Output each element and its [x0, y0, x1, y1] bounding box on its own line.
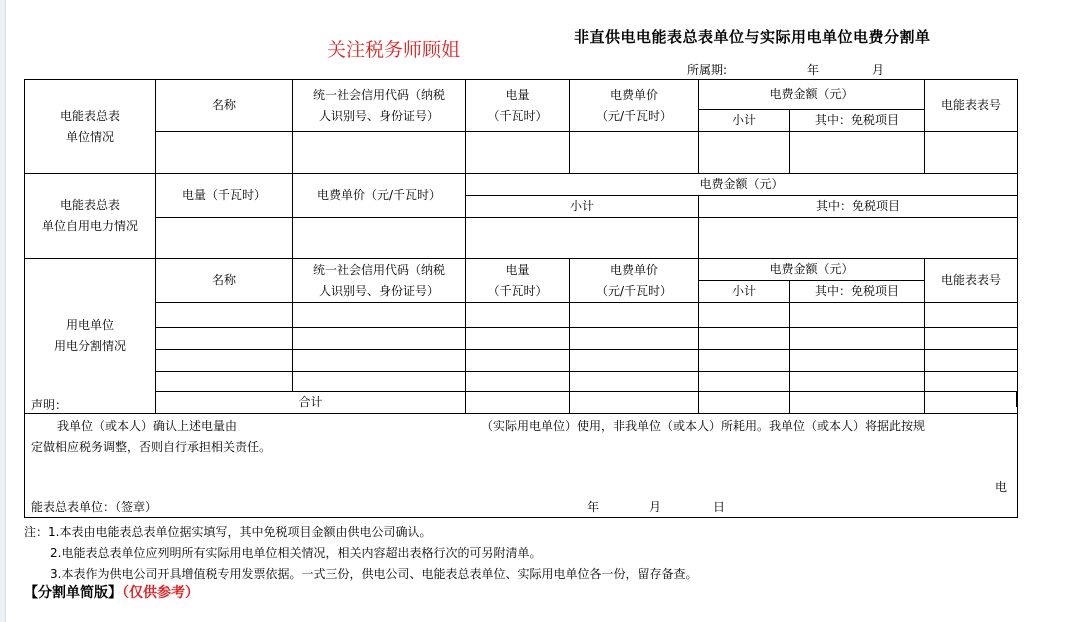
s3-col-subtotal: 小计: [699, 281, 790, 303]
s3-col-code: 统一社会信用代码（纳税 人识别号、身份证号）: [293, 259, 466, 303]
s3-row2-power[interactable]: [466, 328, 570, 350]
s3-row4-code[interactable]: [293, 372, 466, 392]
s1-input-subtotal[interactable]: [699, 132, 790, 174]
s3-col-power: 电量 （千瓦时）: [466, 259, 570, 303]
s1-input-price[interactable]: [570, 132, 699, 174]
section1-label: 电能表总表 单位情况: [25, 80, 156, 174]
s3-row3-taxfree[interactable]: [790, 350, 925, 372]
footer-title: [24, 582, 199, 602]
s3-total-label: 合计: [156, 392, 466, 414]
s3-row4-power[interactable]: [466, 372, 570, 392]
s3-row1-price[interactable]: [570, 303, 699, 328]
s1-input-taxfree[interactable]: [790, 132, 925, 174]
s3-row1-power[interactable]: [466, 303, 570, 328]
s1-input-power[interactable]: [466, 132, 570, 174]
section2-label: 电能表总表 单位自用电力情况: [25, 174, 156, 259]
s3-row2-code[interactable]: [293, 328, 466, 350]
s1-col-subtotal: 小计: [699, 110, 790, 132]
decl-line1-a: 我单位（或本人）确认上述电量由: [57, 419, 238, 433]
form-title: 非直供电电能表总表单位与实际用电单位电费分割单: [574, 28, 931, 46]
s2-input-taxfree[interactable]: [699, 218, 1018, 259]
s3-col-meter: 电能表表号: [925, 259, 1018, 303]
s2-col-taxfree: 其中：免税项目: [699, 196, 1018, 218]
s3-row2-subtotal[interactable]: [699, 328, 790, 350]
s1-input-meter[interactable]: [925, 132, 1018, 174]
s3-row3-name[interactable]: [156, 350, 293, 372]
decl-year: 年: [587, 500, 600, 514]
s2-input-power[interactable]: [156, 218, 293, 259]
s3-row1-name[interactable]: [156, 303, 293, 328]
s3-row1-taxfree[interactable]: [790, 303, 925, 328]
s1-input-code[interactable]: [293, 132, 466, 174]
note-2: 2.电能表总表单位应列明所有实际用电单位相关情况，相关内容超出表格行次的可另附清单。: [50, 546, 542, 560]
declaration-box: [24, 393, 1018, 518]
s2-col-amount: 电费金额（元）: [466, 174, 1018, 196]
section3-label: 用电单位 用电分割情况: [25, 259, 156, 414]
split-table: [24, 79, 1018, 414]
s1-col-price: 电费单价 （元/千瓦时）: [570, 80, 699, 132]
s3-row3-power[interactable]: [466, 350, 570, 372]
s3-row4-meter[interactable]: [925, 372, 1018, 392]
period-label: 所属期:: [687, 63, 728, 77]
decl-month: 月: [649, 500, 662, 514]
s1-col-code: 统一社会信用代码（纳税 人识别号、身份证号）: [293, 80, 466, 132]
footer-sub: （仅供参考）: [122, 585, 199, 601]
s3-row1-meter[interactable]: [925, 303, 1018, 328]
footer-main: 【分割单简版】: [24, 585, 122, 601]
s3-row4-price[interactable]: [570, 372, 699, 392]
period-month: 月: [872, 63, 885, 77]
s1-col-name: 名称: [156, 80, 293, 132]
s3-row4-subtotal[interactable]: [699, 372, 790, 392]
decl-dian: 电: [995, 480, 1008, 494]
s3-col-price: 电费单价 （元/千瓦时）: [570, 259, 699, 303]
note-1: 注：1.本表由电能表总表单位据实填写，其中免税项目金额由供电公司确认。: [24, 525, 432, 539]
s3-col-name: 名称: [156, 259, 293, 303]
s3-row3-code[interactable]: [293, 350, 466, 372]
s2-col-subtotal: 小计: [466, 196, 699, 218]
s3-row1-subtotal[interactable]: [699, 303, 790, 328]
s3-row2-price[interactable]: [570, 328, 699, 350]
s3-col-taxfree: 其中：免税项目: [790, 281, 925, 303]
s1-col-power: 电量 （千瓦时）: [466, 80, 570, 132]
left-window-border: [0, 0, 6, 622]
note-3: 3.本表作为供电公司开具增值税专用发票依据。一式三份，供电公司、电能表总表单位、实际用电单位各一份，留存备查。: [50, 567, 698, 581]
period-year: 年: [807, 63, 820, 77]
s3-row2-meter[interactable]: [925, 328, 1018, 350]
s3-row3-subtotal[interactable]: [699, 350, 790, 372]
decl-heading: 声明：: [31, 398, 68, 412]
decl-sign: 能表总表单位：（签章）: [31, 500, 158, 514]
s2-input-subtotal[interactable]: [466, 218, 699, 259]
s3-row4-name[interactable]: [156, 372, 293, 392]
decl-line1-b: （实际用电单位）使用，非我单位（或本人）所耗用。我单位（或本人）将据此按规: [481, 419, 926, 433]
brand-watermark: 关注税务师顾姐: [327, 39, 461, 61]
s1-input-name[interactable]: [156, 132, 293, 174]
s1-col-taxfree: 其中：免税项目: [790, 110, 925, 132]
s1-col-meter: 电能表表号: [925, 80, 1018, 132]
s1-col-amount: 电费金额（元）: [699, 80, 925, 110]
s3-row2-name[interactable]: [156, 328, 293, 350]
s3-row4-taxfree[interactable]: [790, 372, 925, 392]
s2-col-price: 电费单价（元/千瓦时）: [293, 174, 466, 218]
s3-row1-code[interactable]: [293, 303, 466, 328]
s3-row3-meter[interactable]: [925, 350, 1018, 372]
text-cursor: [1016, 392, 1018, 407]
decl-line2: 定做相应税务调整，否则自行承担相关责任。: [31, 440, 272, 454]
s2-col-power: 电量（千瓦时）: [156, 174, 293, 218]
s3-col-amount: 电费金额（元）: [699, 259, 925, 281]
s3-row3-price[interactable]: [570, 350, 699, 372]
decl-day: 日: [713, 500, 726, 514]
s2-input-price[interactable]: [293, 218, 466, 259]
s3-row2-taxfree[interactable]: [790, 328, 925, 350]
